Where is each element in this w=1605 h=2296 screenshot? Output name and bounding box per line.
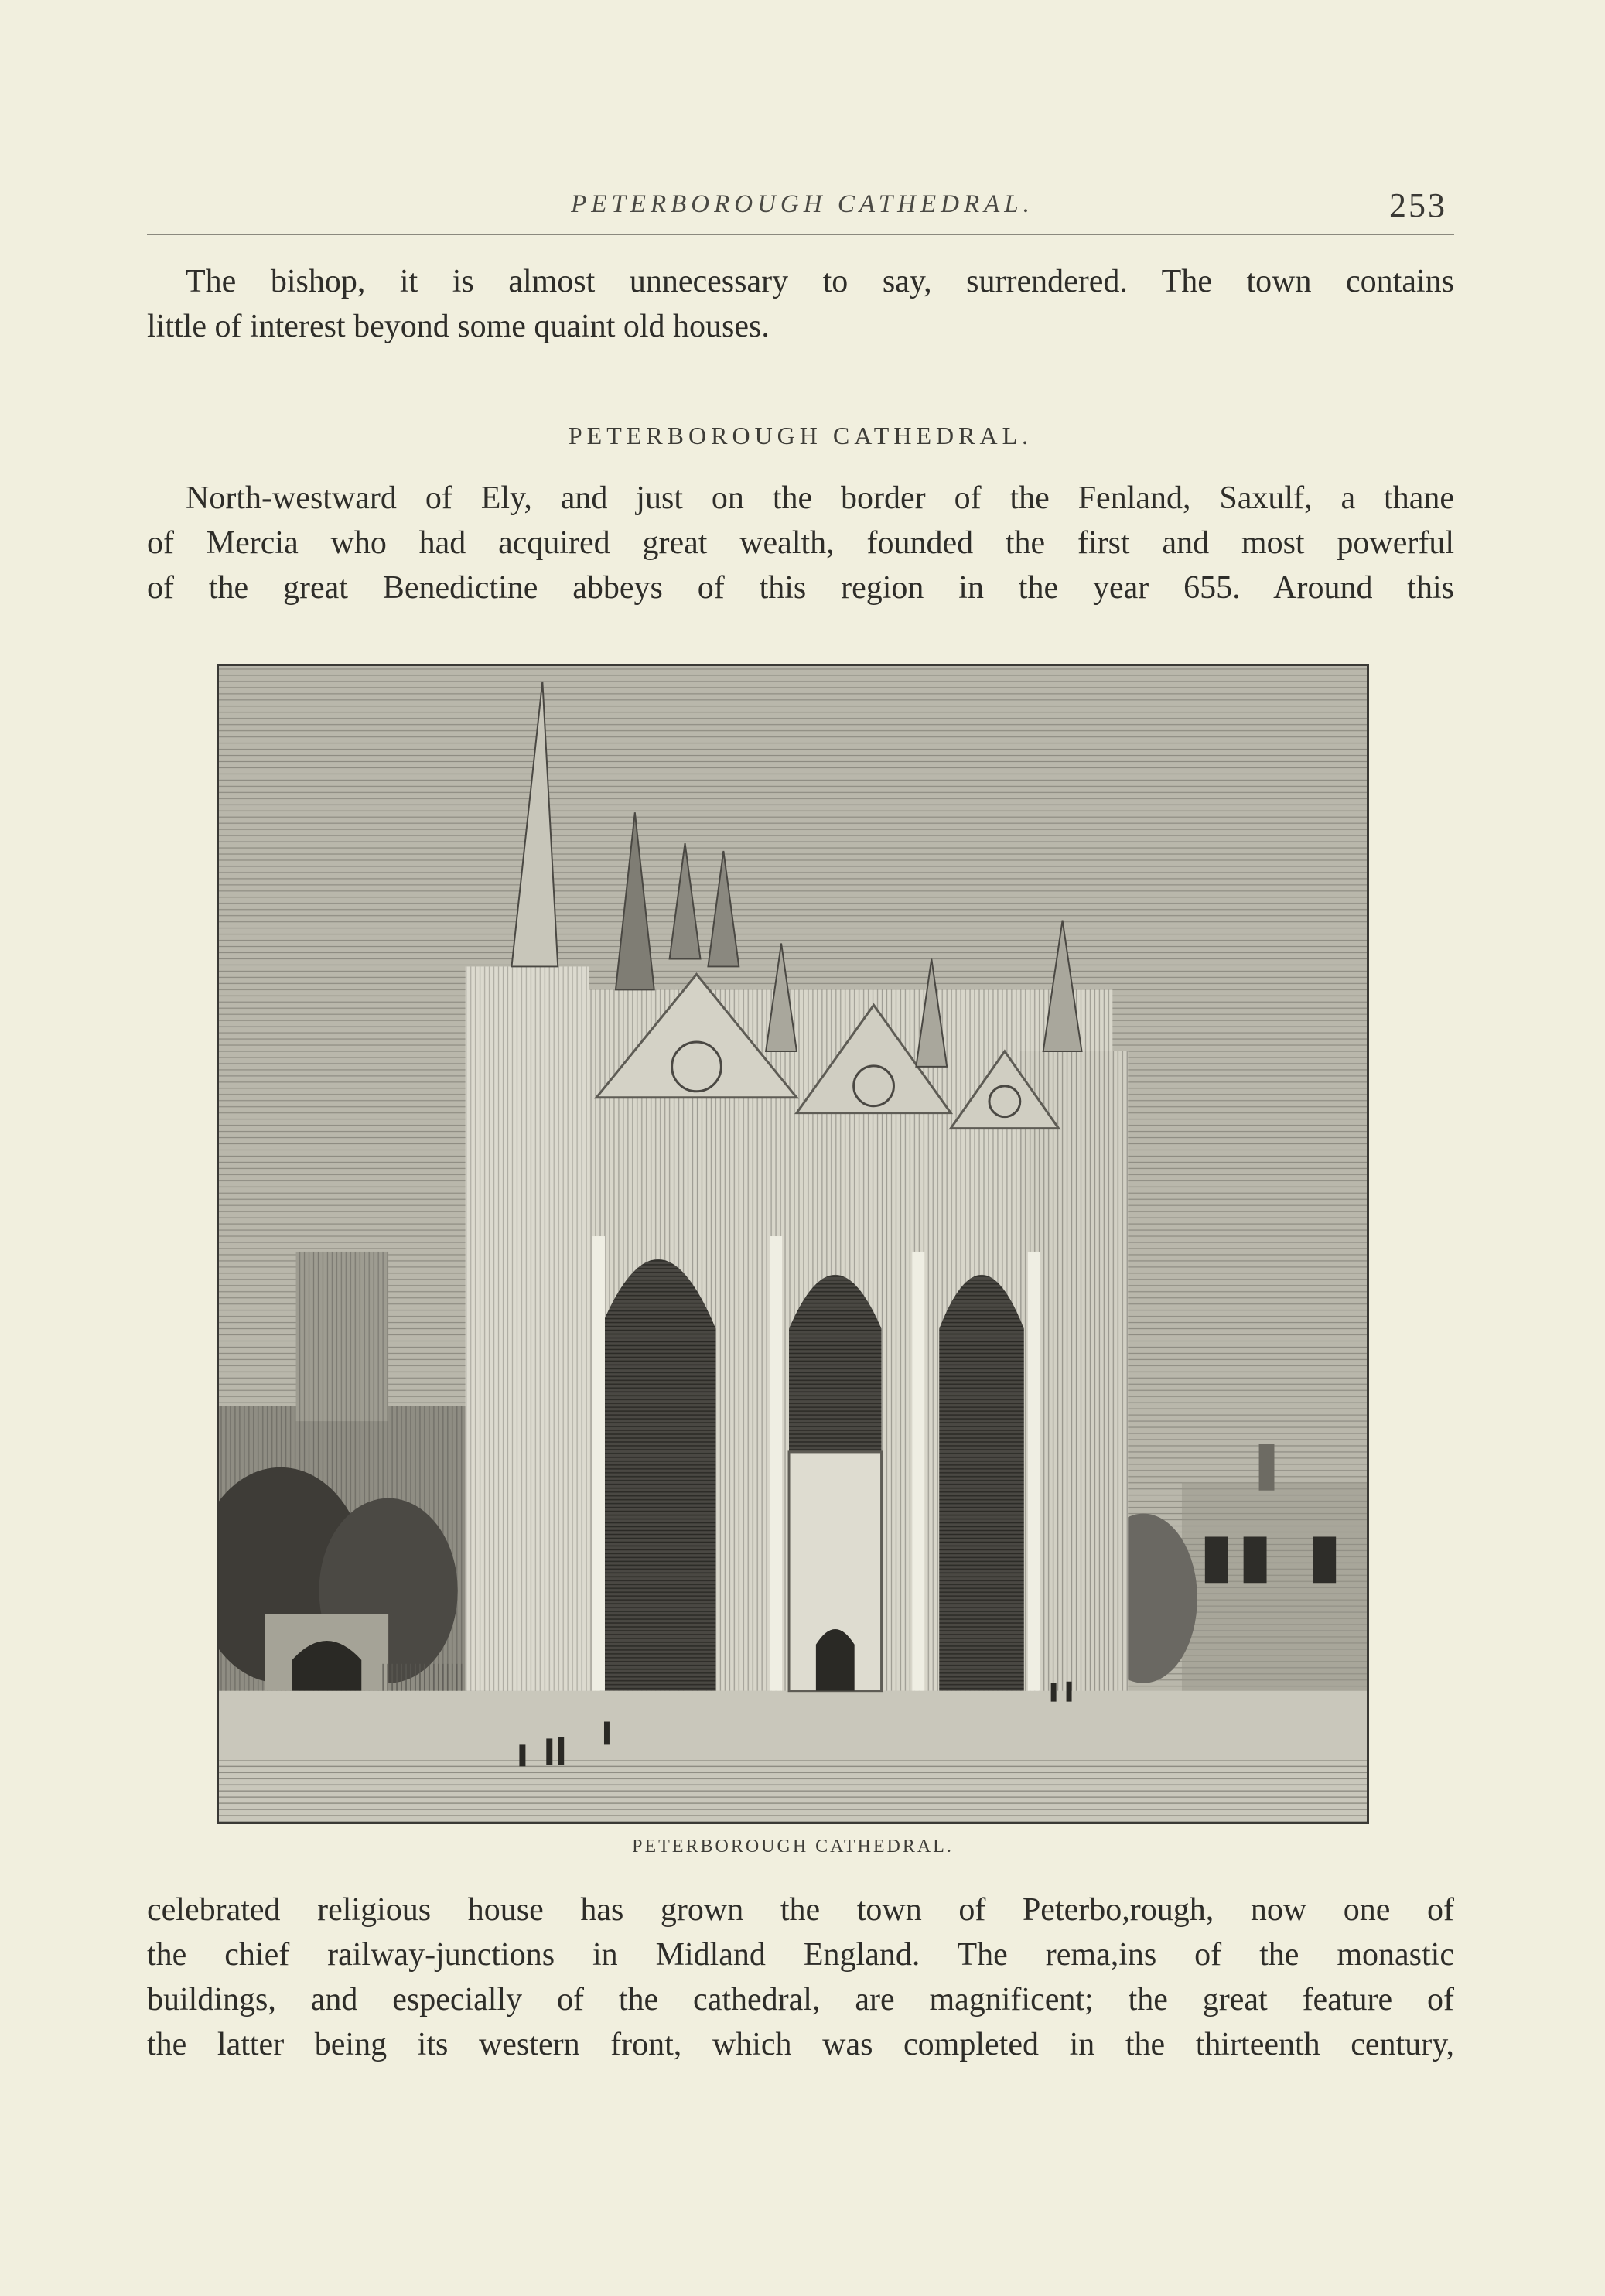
paragraph-1-line: little of interest beyond some quaint old houses. — [147, 309, 770, 344]
paragraph-3-line: the chief railway-junctions in Midland England. The rema,ins of the monastic — [147, 1937, 1454, 1973]
paragraph-3-line: celebrated religious house has grown the town of Peterbo,rough, now one of — [147, 1892, 1454, 1928]
paragraph-2-line: of Mercia who had acquired great wealth, founded the first and most powerful — [147, 525, 1454, 561]
cathedral-engraving — [217, 664, 1369, 1824]
paragraph-1-line: The bishop, it is almost unnecessary to say, surrendered. The town contains — [186, 264, 1454, 299]
header-rule — [147, 234, 1454, 235]
paragraph-3-line: buildings, and especially of the cathedral, are magnificent; the great feature of — [147, 1982, 1454, 2018]
paragraph-3-line: the latter being its western front, which was completed in the thirteenth century, — [147, 2027, 1454, 2062]
figure-caption: PETERBOROUGH CATHEDRAL. — [632, 1836, 954, 1857]
running-head — [147, 186, 1458, 237]
paragraph-1 — [147, 259, 1454, 349]
section-heading: PETERBOROUGH CATHEDRAL. — [568, 422, 1033, 449]
paragraph-2-line: North-westward of Ely, and just on the border of the Fenland, Saxulf, a thane — [186, 480, 1454, 516]
paragraph-2 — [147, 476, 1454, 610]
paragraph-2-line: of the great Benedictine abbeys of this region in the year 655. Around this — [147, 570, 1454, 606]
page-number: 253 — [1389, 186, 1447, 224]
running-title: PETERBOROUGH CATHEDRAL. — [571, 190, 1034, 218]
paragraph-3 — [147, 1888, 1454, 2067]
cathedral-engraving-illustration — [219, 666, 1367, 1822]
